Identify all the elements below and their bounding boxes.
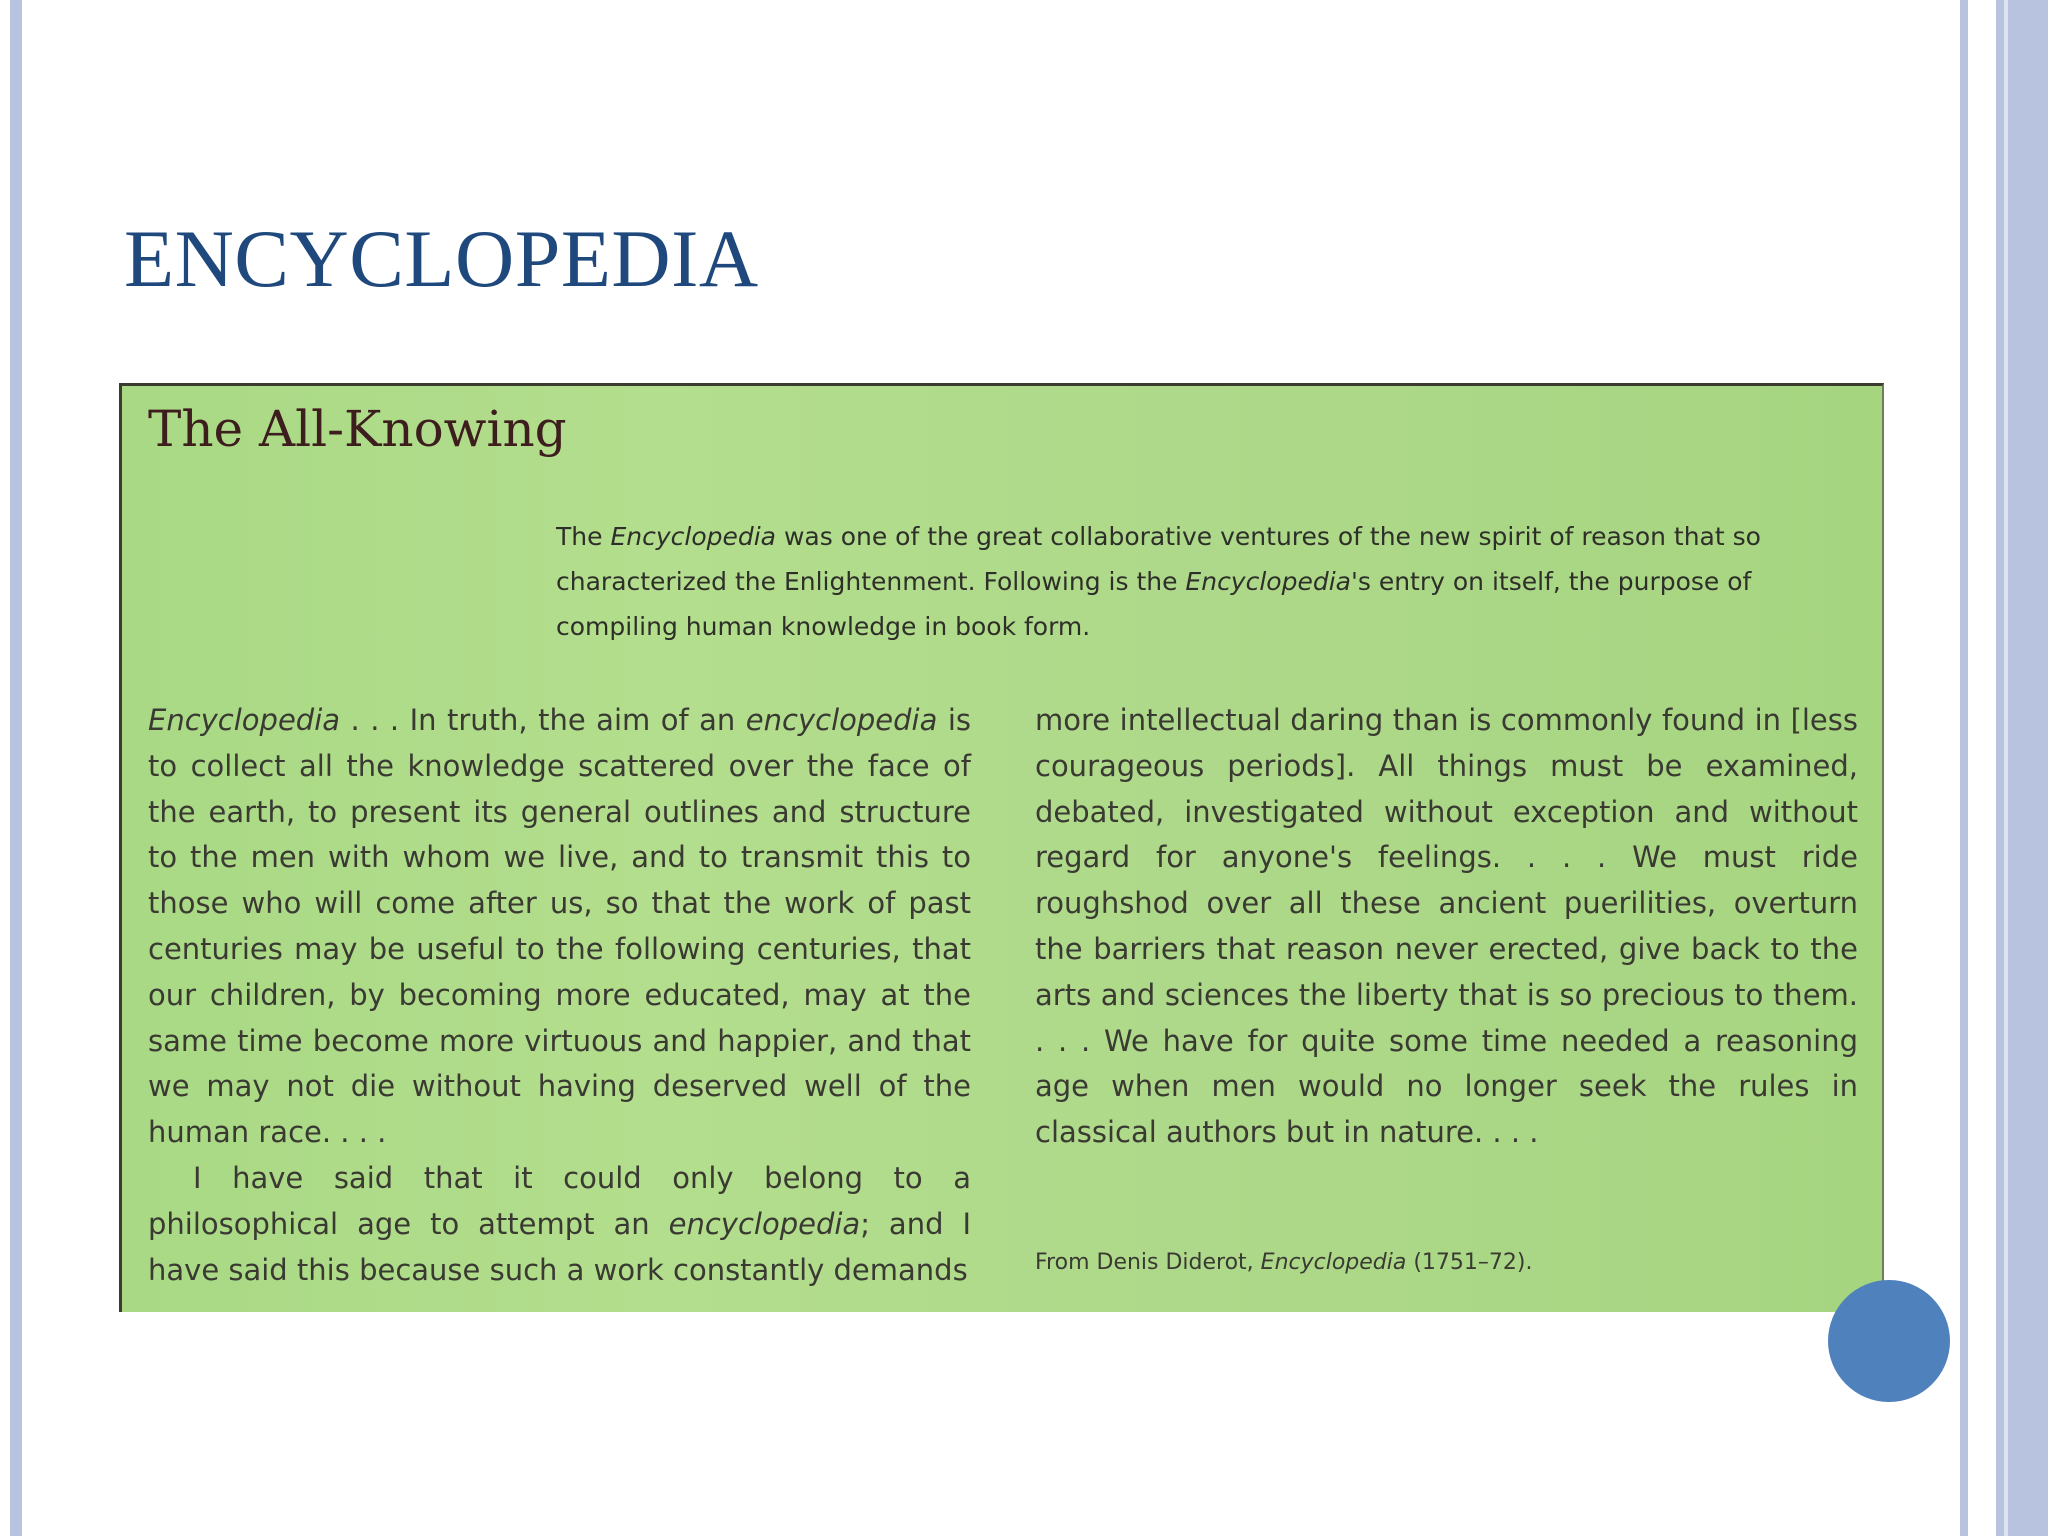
- entry-lead: Encyclopedia: [148, 703, 341, 737]
- left-paragraph-2: [148, 1156, 971, 1293]
- left-p1-italic: encyclopedia: [745, 703, 938, 737]
- intro-text-2: was one of the great collaborative ventures of the new spirit of reason that so characterized the Enlightenment. Following is the: [556, 522, 1761, 596]
- left-p1-rest: is to collect all the knowledge scattered over the face of the earth, to present its general outlines and structure to the men with whom we live, and to transmit this to those who will come after us, so that the work of past centuries may be useful to the following centuries, that our children, by becoming more educated, may at the same time become more virtuous and happier, and that we may not die without having deserved well of the human race. . . .: [148, 703, 971, 1150]
- excerpt-source: [1035, 1250, 1533, 1275]
- left-p2-italic: encyclopedia: [668, 1206, 861, 1241]
- textbook-excerpt: [119, 383, 1884, 1312]
- excerpt-left-column: [148, 698, 971, 1293]
- slide-left-border: [10, 0, 22, 1536]
- excerpt-heading: The All-Knowing: [148, 400, 567, 458]
- left-paragraph-1: [148, 698, 971, 1156]
- slide-nav-circle: [1828, 1280, 1950, 1402]
- source-years: (1751–72).: [1406, 1250, 1533, 1275]
- slide-right-border-gap: [2004, 0, 2008, 1536]
- left-p2-rest: ; and I have said this because such a work constantly demands: [148, 1206, 972, 1287]
- intro-italic-2: Encyclopedia: [1185, 567, 1351, 596]
- slide-right-border-inner: [1960, 0, 1968, 1536]
- left-p2-text: I have said that it could only belong to a philosophical age to attempt an: [148, 1160, 971, 1241]
- excerpt-intro: [556, 514, 1866, 649]
- intro-italic-1: Encyclopedia: [610, 522, 777, 551]
- left-p1-text: . . . In truth, the aim of an: [340, 703, 746, 737]
- right-paragraph: more intellectual daring than is commonly found in [less courageous periods]. All things must be examined, debated, investigated without exception and without regard for anyone's feelings. . . . We must ride roughshod over all these ancient puerilities, overturn the barriers that reason never erected, give back to the arts and sciences the liberty that is so precious to them. . . . We have for quite some time needed a reasoning age when men would no longer seek the rules in classical authors but in nature. . . .: [1035, 703, 1858, 1150]
- source-work: Encyclopedia: [1260, 1250, 1407, 1275]
- intro-text-1: The: [556, 522, 611, 551]
- source-prefix: From Denis Diderot,: [1035, 1250, 1261, 1275]
- intro-text-3: 's entry on itself, the purpose of compiling human knowledge in book form.: [556, 567, 1752, 641]
- slide-title: ENCYCLOPEDIA: [124, 213, 759, 304]
- excerpt-right-column: [1035, 698, 1858, 1156]
